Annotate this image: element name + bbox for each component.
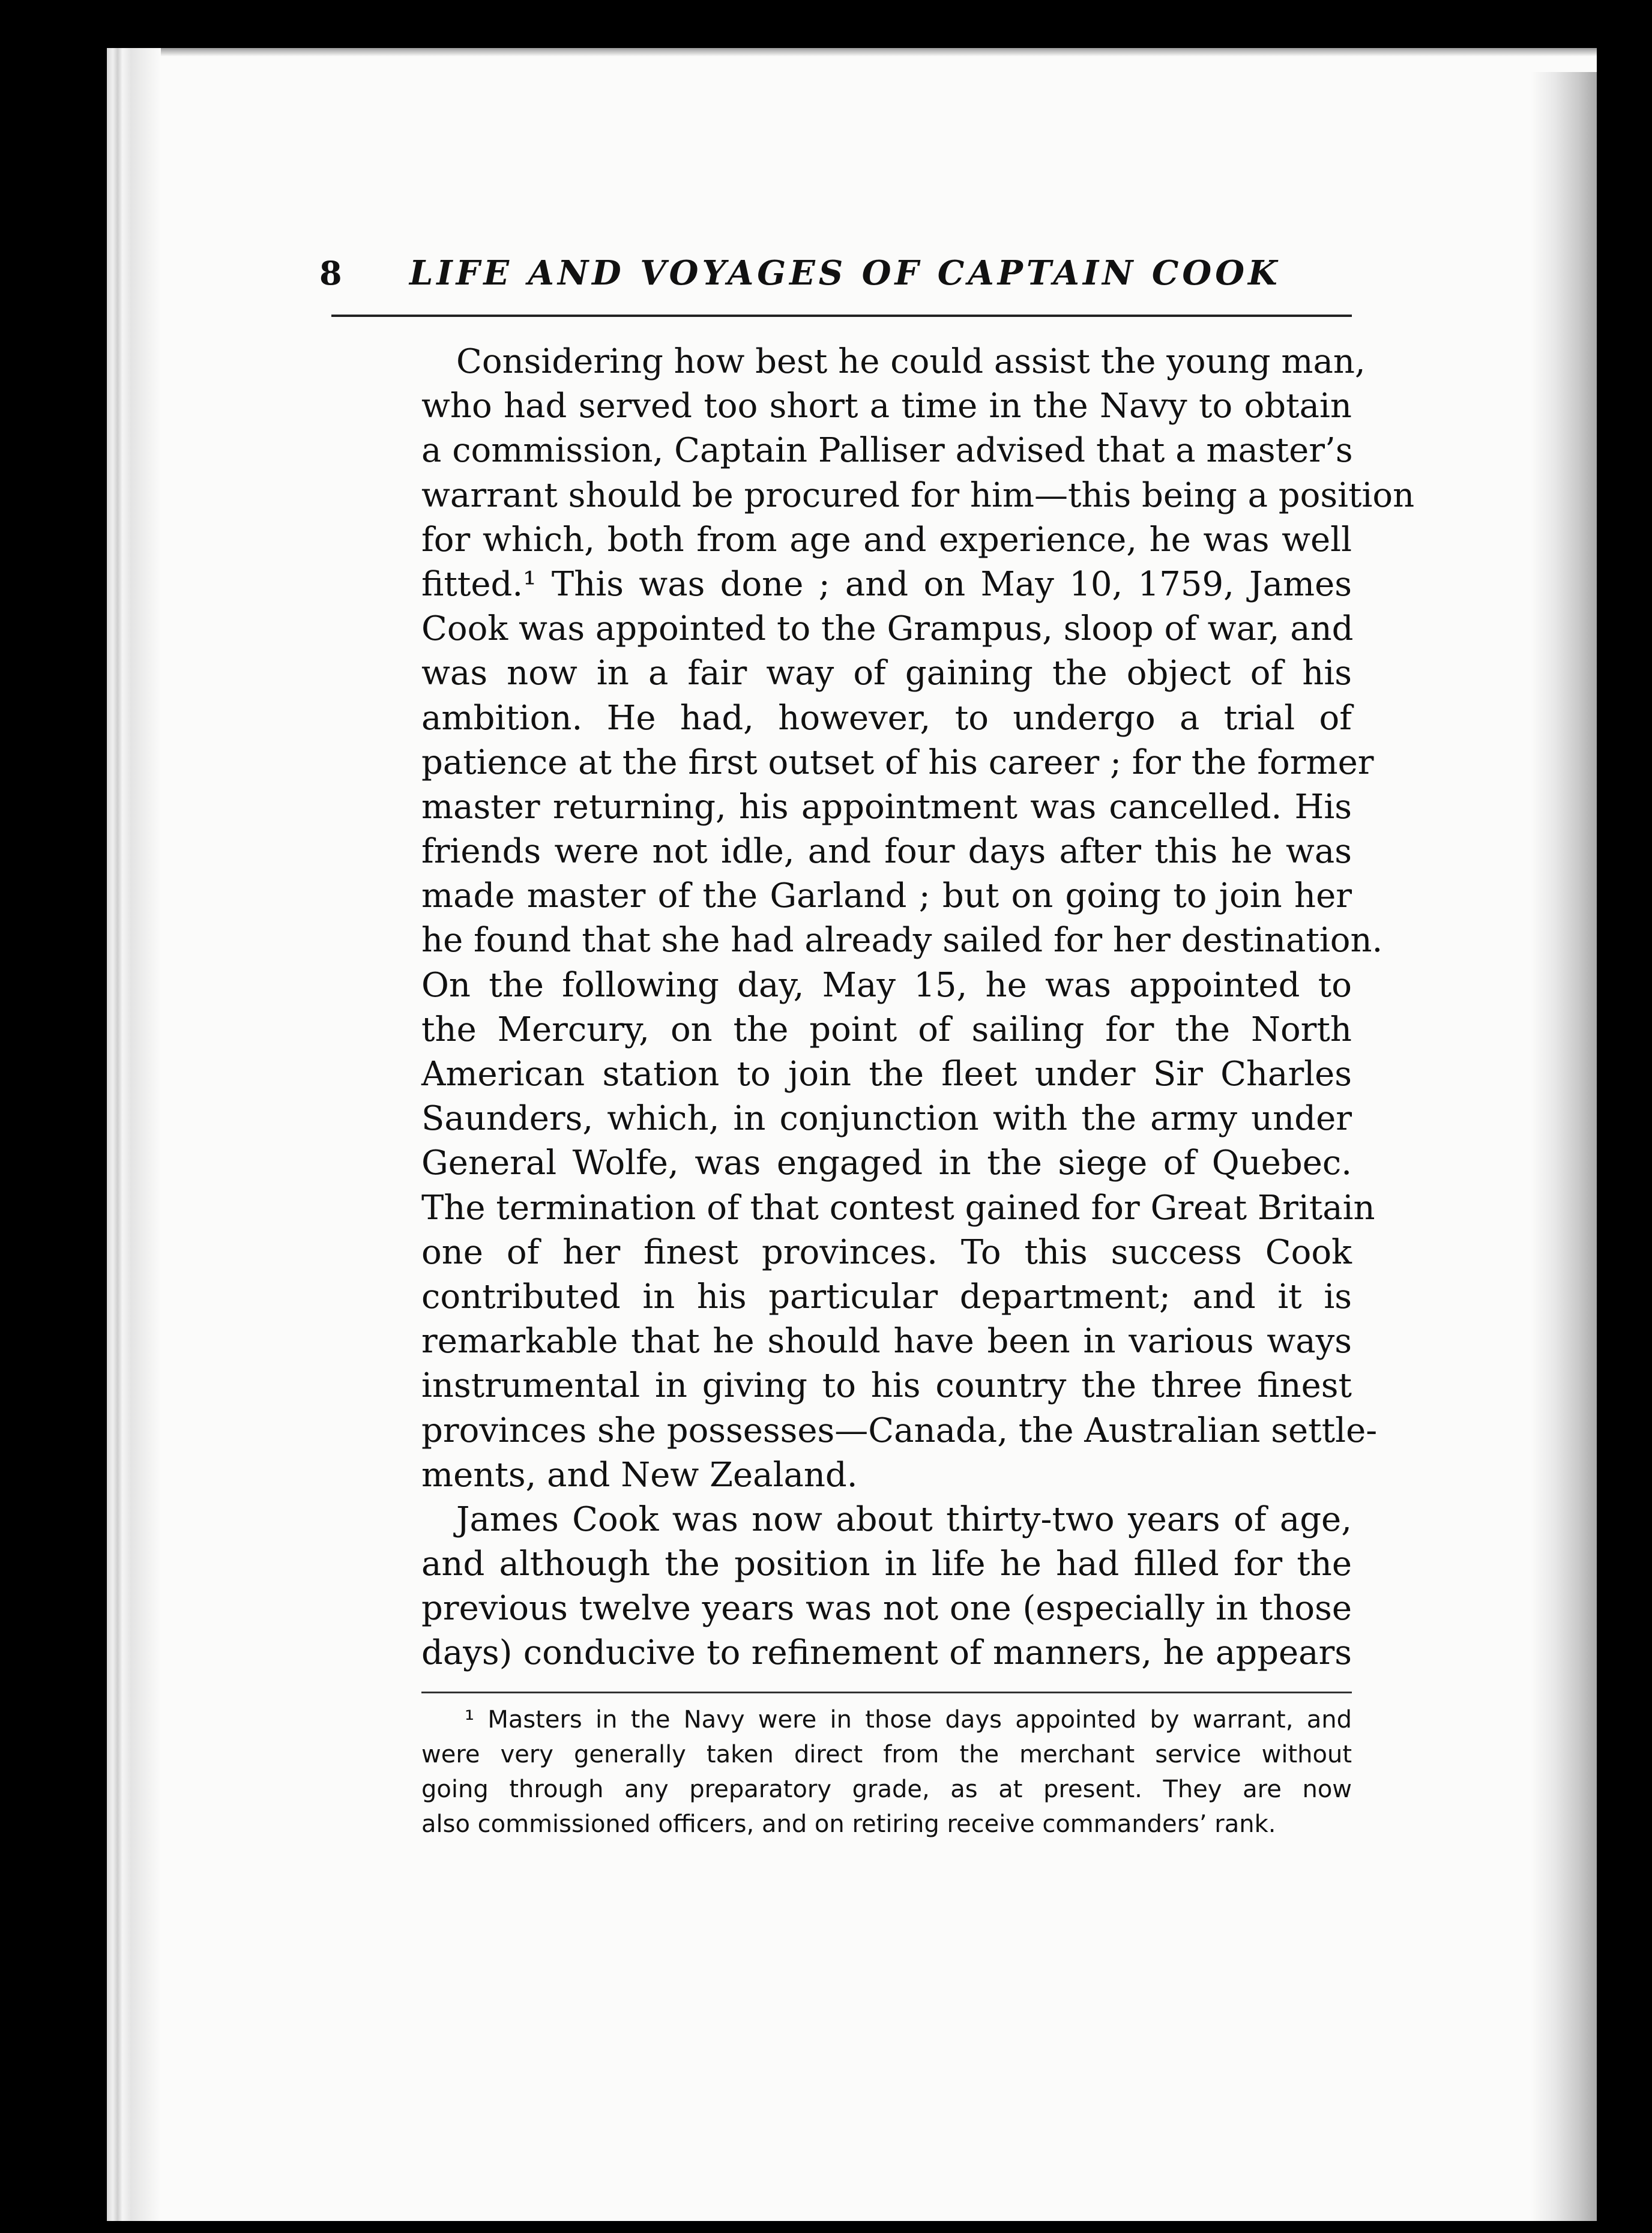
text-line: James Cook was now about thirty-two years of age, (456, 1499, 1352, 1539)
page-edge-left (107, 48, 161, 2221)
footnote (421, 1702, 1352, 1842)
text-line: days) conducive to refinement of manners, he appears (421, 1633, 1352, 1673)
footnote-line: going through any preparatory grade, as at present. They are now (421, 1776, 1352, 1803)
running-head (319, 253, 1352, 307)
text-line: provinces she possesses—Canada, the Australian settle- (421, 1411, 1378, 1450)
text-line: American station to join the fleet under Sir Charles (421, 1055, 1352, 1094)
page-top-shadow (107, 48, 1597, 56)
text-line: ambition. He had, however, to undergo a trial of (421, 698, 1352, 738)
text-line: and although the position in life he had filled for the (421, 1544, 1352, 1584)
text-line: a commission, Captain Palliser advised that a master’s (421, 431, 1353, 471)
text-line: was now in a fair way of gaining the object of his (421, 654, 1352, 693)
text-line: patience at the first outset of his career ; for the former (421, 743, 1374, 782)
page-number: 8 (319, 254, 342, 292)
text-line: the Mercury, on the point of sailing for the North (421, 1010, 1352, 1049)
text-line: warrant should be procured for him—this being a position (421, 475, 1415, 515)
header-rule (331, 315, 1352, 317)
text-line: instrumental in giving to his country the three finest (421, 1366, 1352, 1406)
page-gutter-right (1531, 72, 1597, 2221)
text-line: remarkable that he should have been in various ways (421, 1322, 1352, 1361)
text-line: Cook was appointed to the Grampus, sloop of war, and (421, 609, 1354, 649)
footnote-line: were very generally taken direct from the merchant service without (421, 1741, 1352, 1768)
text-line: one of her finest provinces. To this success Cook (421, 1232, 1352, 1272)
text-line: friends were not idle, and four days after this he was (421, 832, 1352, 872)
text-line: Saunders, which, in conjunction with the army under (421, 1099, 1352, 1139)
text-line: for which, both from age and experience, he was well (421, 520, 1352, 559)
text-line: master returning, his appointment was cancelled. His (421, 787, 1352, 827)
text-line: made master of the Garland ; but on going to join her (421, 876, 1352, 916)
text-line: Considering how best he could assist the young man, (456, 342, 1366, 381)
text-line: ments, and New Zealand. (421, 1455, 858, 1495)
text-line: fitted.¹ This was done ; and on May 10, 1759, James (421, 564, 1352, 604)
text-line: he found that she had already sailed for her destination. (421, 921, 1383, 960)
body-text (421, 340, 1415, 1676)
text-line: On the following day, May 15, he was appointed to (421, 965, 1352, 1005)
text-line: contributed in his particular department; and it is (421, 1277, 1352, 1316)
footnote-rule (421, 1692, 1352, 1693)
footnote-line: ¹ Masters in the Navy were in those days appointed by warrant, and (465, 1706, 1352, 1734)
text-line: previous twelve years was not one (especially in those (421, 1589, 1352, 1629)
text-line: General Wolfe, was engaged in the siege of Quebec. (421, 1144, 1352, 1183)
text-line: who had served too short a time in the Navy to obtain (421, 387, 1352, 426)
footnote-line: also commissioned officers, and on retiring receive commanders’ rank. (421, 1810, 1276, 1838)
text-line: The termination of that contest gained for Great Britain (421, 1188, 1375, 1228)
running-title: LIFE AND VOYAGES OF CAPTAIN COOK (409, 253, 1281, 293)
